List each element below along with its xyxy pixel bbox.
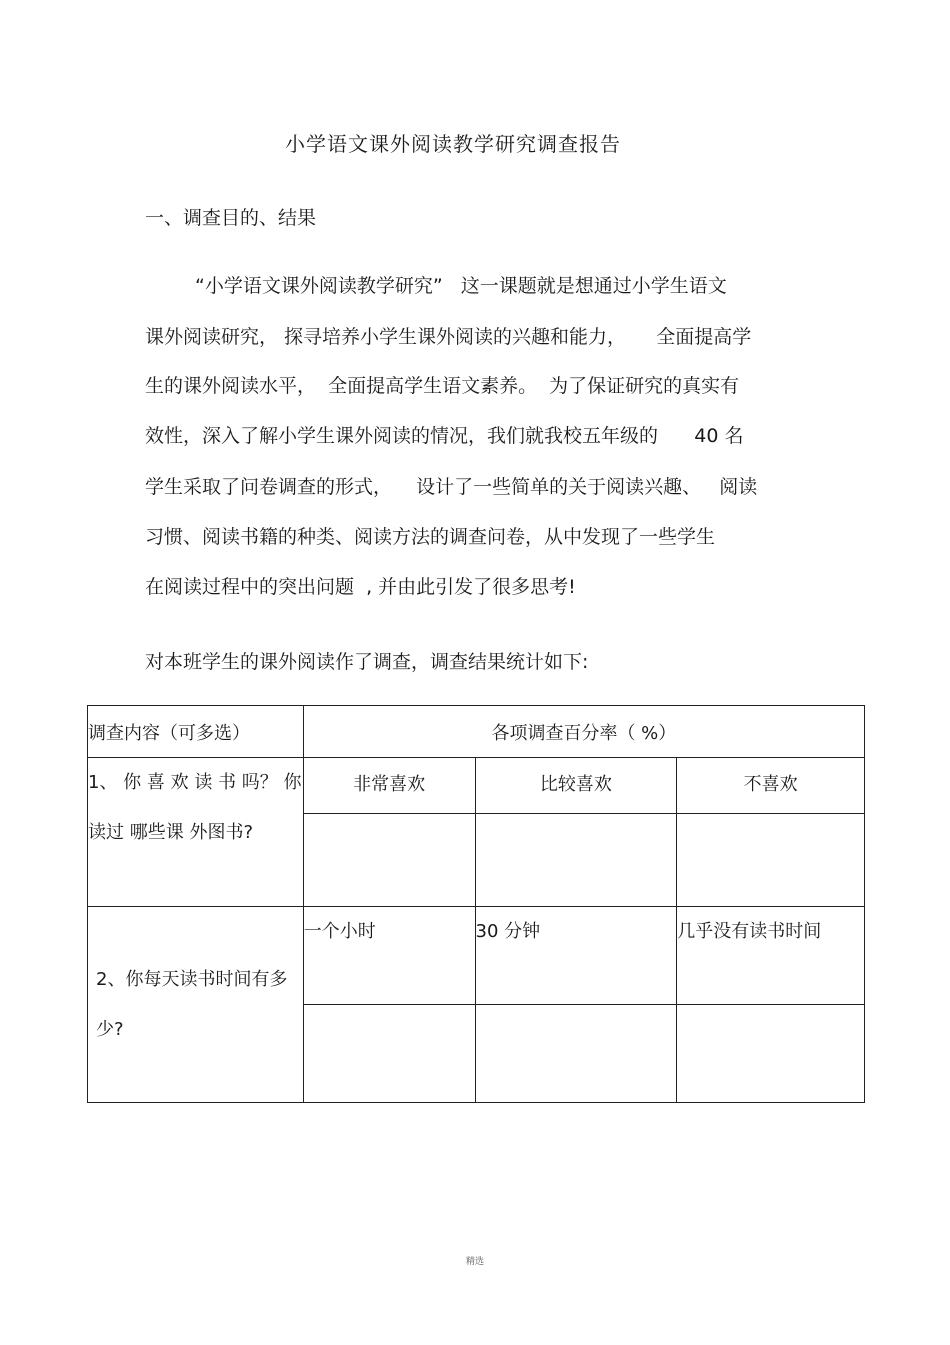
answer-cell [475,814,677,907]
paragraph-line: 生的课外阅读水平， 全面提高学生语文素养。 为了保证研究的真实有 [145,375,740,397]
table-header-row [88,706,865,758]
page-title: 小学语文课外阅读教学研究调查报告 [285,132,621,156]
paragraph-line: 课外阅读研究， 探寻培养小学生课外阅读的兴趣和能力， 全面提高学 [145,326,752,348]
survey-table [87,705,865,1103]
question-2: 2、你每天读书时间有多少? [88,907,304,1103]
header-percentage: 各项调查百分率（ %） [303,706,864,758]
paragraph-line: 学生采取了问卷调查的形式， 设计了一些简单的关于阅读兴趣、 阅读 [145,476,758,498]
paragraph-line: 在阅读过程中的突出问题 , 并由此引发了很多思考! [145,576,576,598]
paragraph-line: “小学语文课外阅读教学研究” 这一课题就是想通过小学生语文 [195,275,727,297]
table-row [88,907,865,1005]
option-cell: 几乎没有读书时间 [677,907,865,1005]
option-cell: 比较喜欢 [475,758,677,814]
option-cell: 不喜欢 [677,758,865,814]
question-1: 1、 你 喜 欢 读 书 吗？ 你 读过 哪些课 外图书? [88,758,304,907]
paragraph-line: 效性，深入了解小学生课外阅读的情况，我们就我校五年级的 40 名 [145,425,744,447]
page-footer: 精选 [465,1257,484,1267]
option-cell: 非常喜欢 [303,758,475,814]
answer-cell [303,1005,475,1103]
answer-cell [303,814,475,907]
option-cell: 一个小时 [303,907,475,1005]
answer-cell [475,1005,677,1103]
answer-cell [677,1005,865,1103]
header-survey-content: 调查内容（可多选） [88,706,304,758]
paragraph-line: 习惯、阅读书籍的种类、阅读方法的调查问卷，从中发现了一些学生 [145,526,716,548]
table-row [88,758,865,814]
answer-cell [677,814,865,907]
option-cell: 30 分钟 [475,907,677,1005]
table-intro: 对本班学生的课外阅读作了调查，调查结果统计如下: [145,651,589,673]
section-heading: 一、调查目的、结果 [145,207,317,229]
